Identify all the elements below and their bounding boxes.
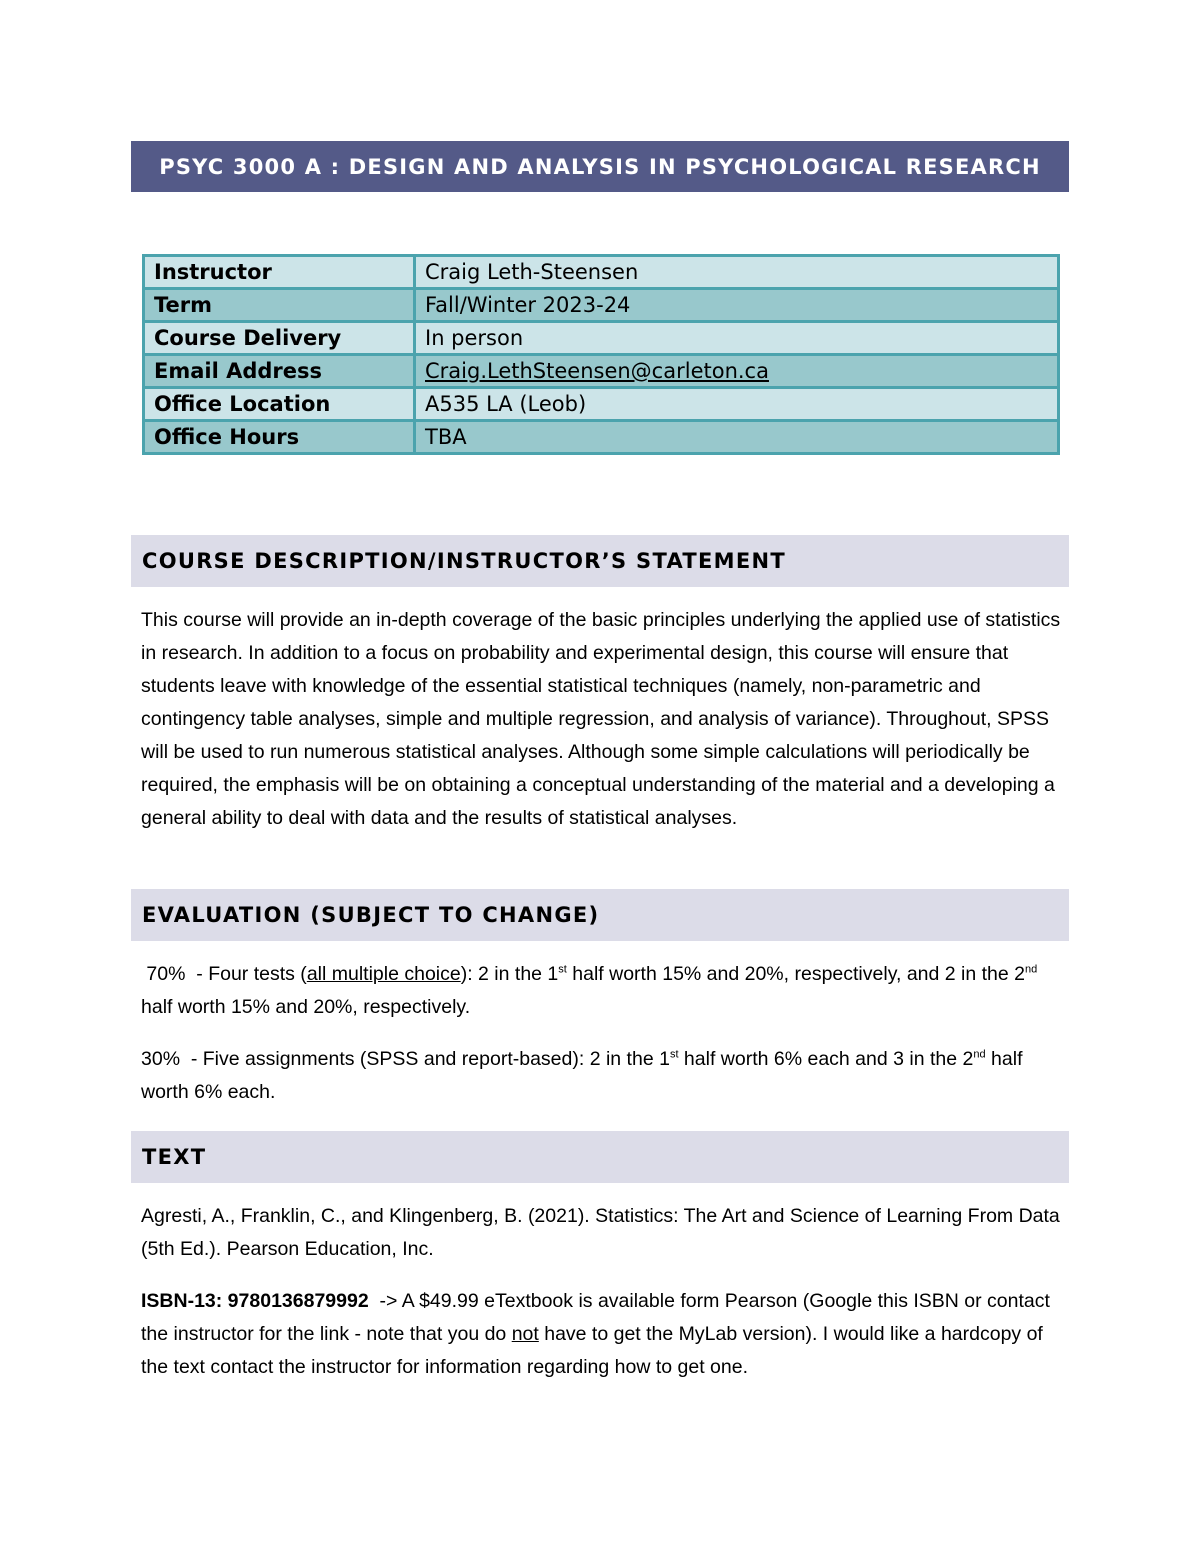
page-title: PSYC 3000 A : DESIGN AND ANALYSIS IN PSYCHOLOGICAL RESEARCH — [131, 141, 1069, 192]
instructor-label: Instructor — [144, 256, 415, 289]
assignments-text: half worth 6% each. — [141, 1048, 1028, 1103]
assignments-text: half worth 6% each and 3 in the 2 — [678, 1048, 974, 1070]
superscript: nd — [1025, 963, 1038, 976]
email-cell — [415, 355, 1059, 388]
office-location-value: A535 LA (Leob) — [415, 388, 1059, 421]
table-row — [144, 256, 1059, 289]
office-hours-value: TBA — [415, 421, 1059, 454]
text-heading: TEXT — [131, 1131, 1069, 1183]
not-underlined: not — [511, 1323, 539, 1345]
isbn-paragraph — [141, 1285, 1061, 1384]
table-row — [144, 322, 1059, 355]
tests-text: half worth 15% and 20%, respectively. — [141, 963, 1043, 1018]
table-row — [144, 421, 1059, 454]
instructor-value: Craig Leth-Steensen — [415, 256, 1059, 289]
isbn-text: -> A $49.99 eTextbook is available form Pearson (Google this ISBN or contact the instructor for the link - note that you do — [141, 1290, 1056, 1345]
table-row — [144, 289, 1059, 322]
course-delivery-label: Course Delivery — [144, 322, 415, 355]
assignments-text: 30% - Five assignments (SPSS and report-based): 2 in the 1 — [141, 1048, 670, 1070]
term-value: Fall/Winter 2023-24 — [415, 289, 1059, 322]
table-row — [144, 388, 1059, 421]
office-hours-label: Office Hours — [144, 421, 415, 454]
isbn-label: ISBN-13: 9780136879992 — [141, 1290, 369, 1312]
email-label: Email Address — [144, 355, 415, 388]
course-info-table — [142, 254, 1060, 455]
superscript: st — [669, 1048, 679, 1061]
evaluation-heading: EVALUATION (SUBJECT TO CHANGE) — [131, 889, 1069, 941]
evaluation-item-tests — [141, 958, 1061, 1024]
course-delivery-value: In person — [415, 322, 1059, 355]
tests-text: half worth 15% and 20%, respectively, and 2 in the 2 — [566, 963, 1026, 985]
description-heading: COURSE DESCRIPTION/INSTRUCTOR’S STATEMENT — [131, 535, 1069, 587]
multiple-choice-underlined: all multiple choice — [306, 963, 461, 985]
office-location-label: Office Location — [144, 388, 415, 421]
tests-text: ): 2 in the 1 — [460, 963, 559, 985]
tests-text: 70% - Four tests ( — [141, 963, 307, 985]
term-label: Term — [144, 289, 415, 322]
superscript: st — [558, 963, 567, 976]
description-body: This course will provide an in-depth coverage of the basic principles underlying the applied use of statistics in research. In addition to a focus on probability and experimental design, this course will ensure that students leave with knowledge of the essential statistical techniques (namely, non-parametric and contingency table analyses, simple and multiple regression, and analysis of variance). Throughout, SPSS will be used to run numerous statistical analyses. Although some simple calculations will periodically be required, the emphasis will be on obtaining a conceptual understanding of the material and a developing a general ability to deal with data and the results of statistical analyses. — [141, 609, 1061, 829]
textbook-citation: Agresti, A., Franklin, C., and Klingenberg, B. (2021). Statistics: The Art and Science of Learning From Data (5th Ed.). Pearson Education, Inc. — [141, 1205, 1060, 1260]
table-row — [144, 355, 1059, 388]
evaluation-item-assignments — [141, 1043, 1061, 1109]
isbn-text: have to get the MyLab version). I would like a hardcopy of the text contact the instructor for information regarding how to get one. — [141, 1323, 1049, 1378]
email-link[interactable]: Craig.LethSteensen@carleton.ca — [425, 359, 769, 383]
superscript: nd — [973, 1048, 986, 1061]
